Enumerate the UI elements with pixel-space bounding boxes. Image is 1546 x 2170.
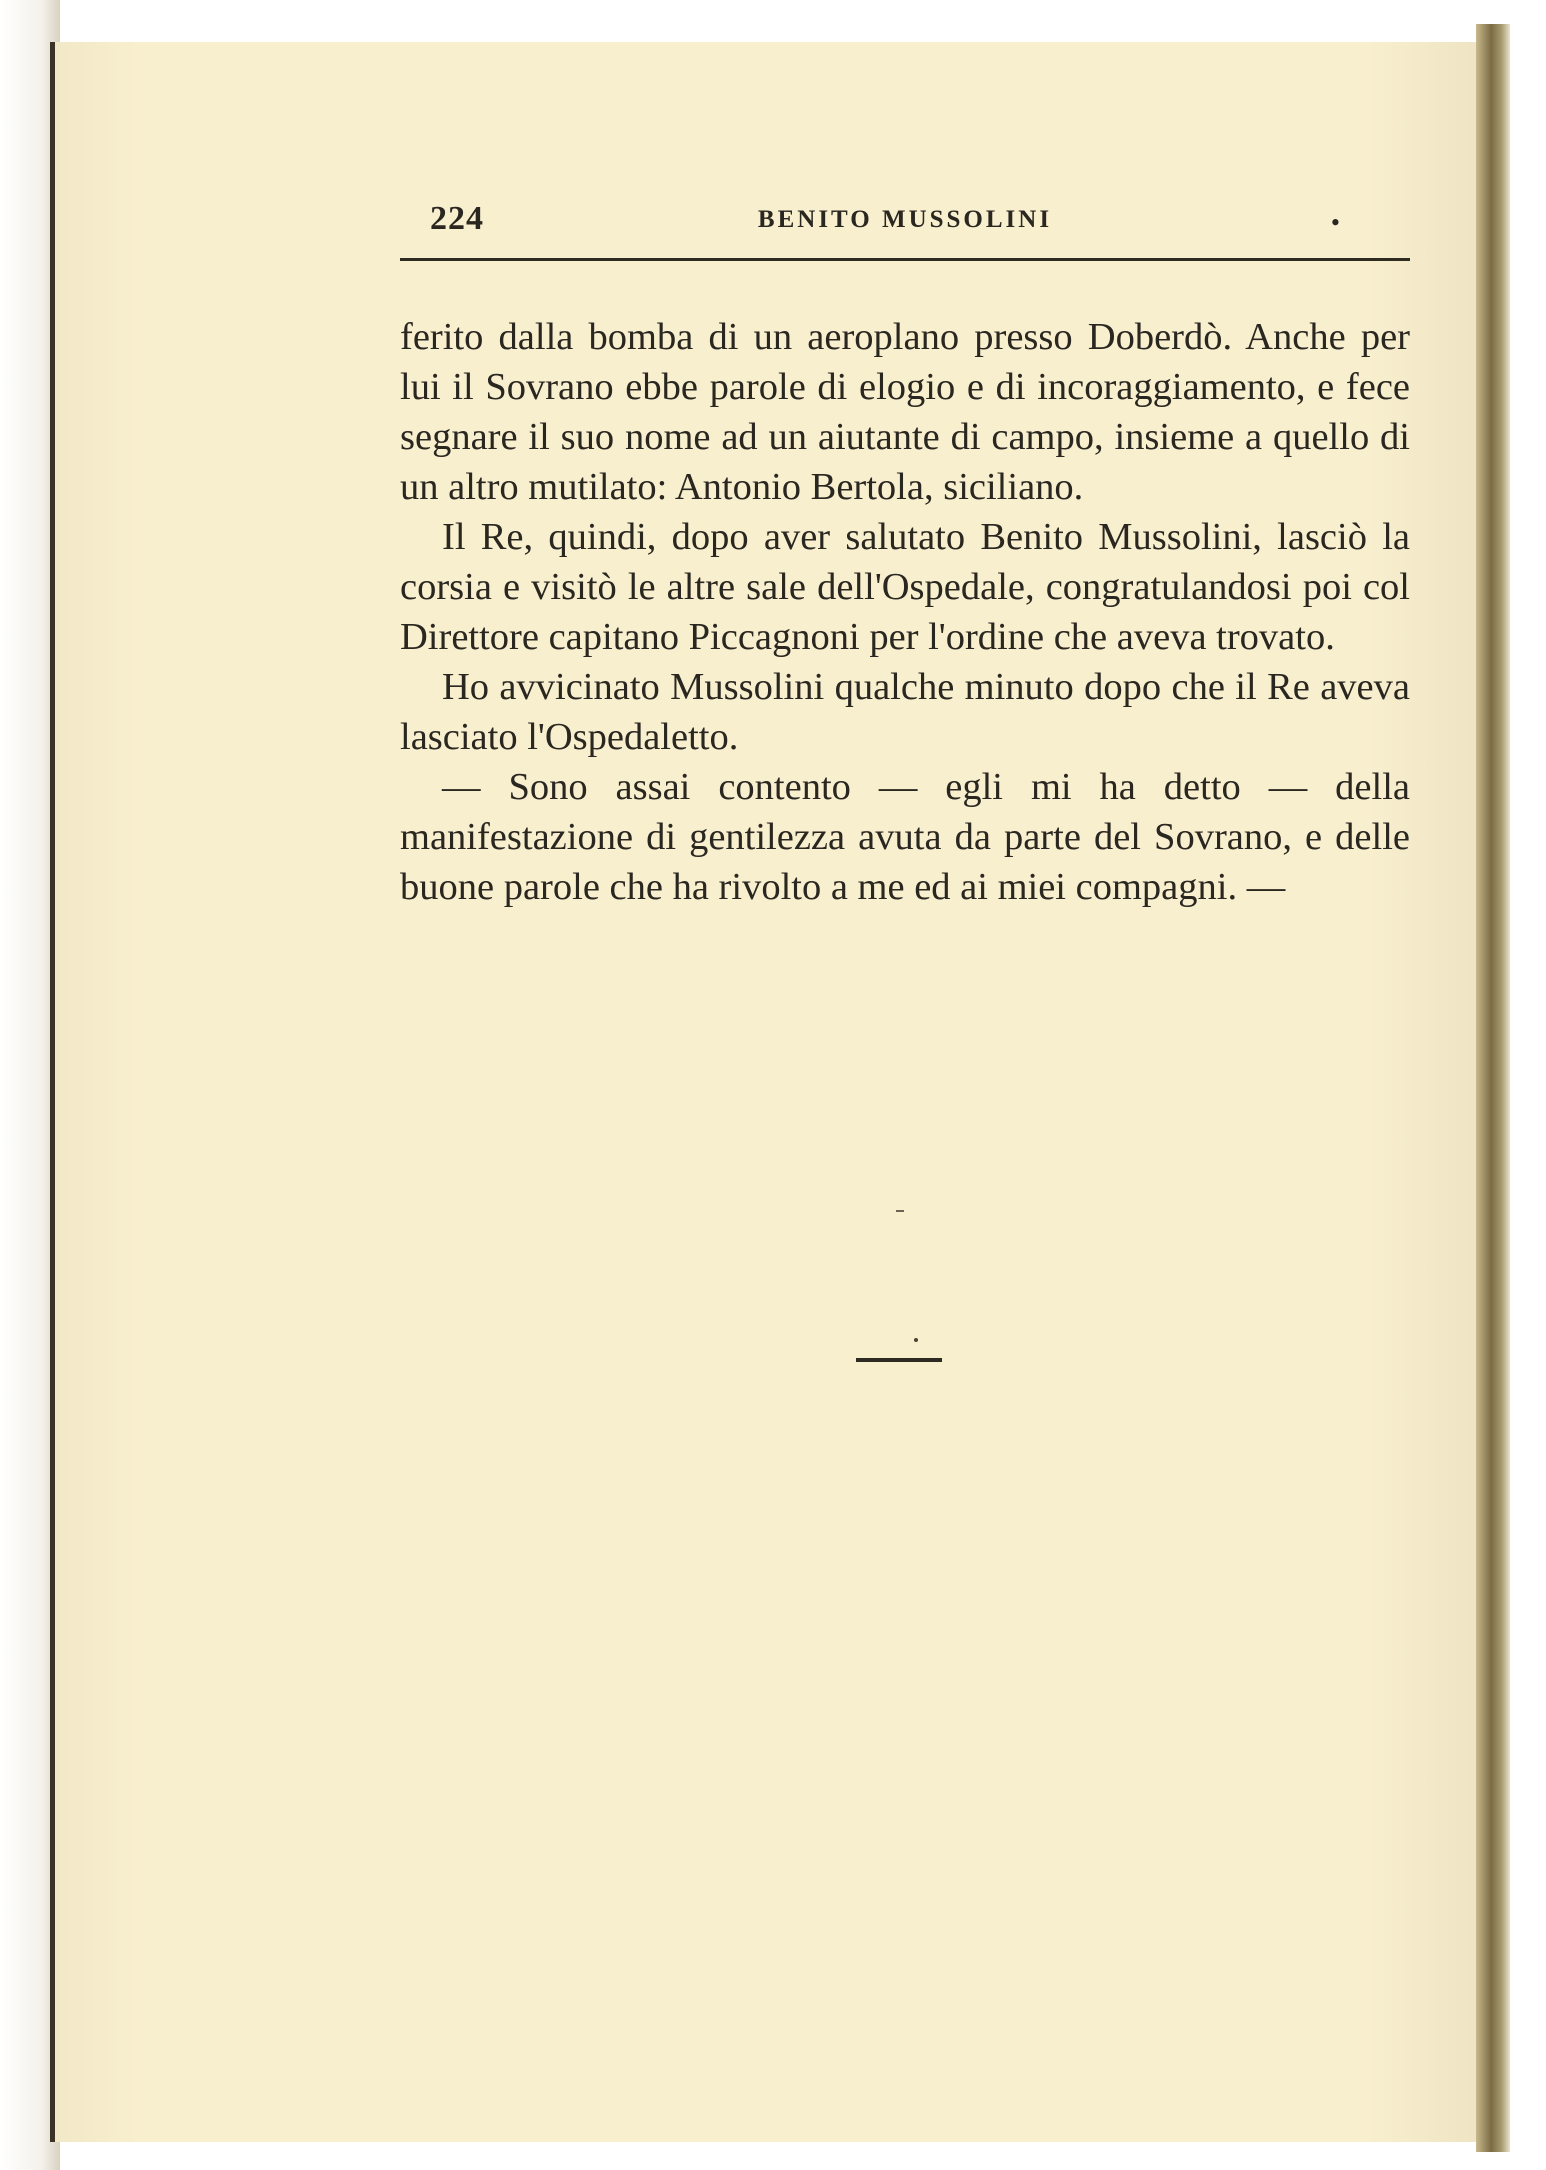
paragraph: Ho avvicinato Mussolini qualche minuto dopo che il Re aveva lasciato l'Ospedaletto. bbox=[400, 666, 1410, 758]
header-dot: • bbox=[1330, 208, 1340, 237]
page-number: 224 bbox=[430, 200, 484, 237]
decorative-mark bbox=[896, 1210, 904, 1212]
running-title: BENITO MUSSOLINI bbox=[757, 206, 1053, 233]
book-spine bbox=[1476, 24, 1510, 2152]
paragraph: Il Re, quindi, dopo aver salutato Benito Mussolini, lasciò la corsia e visitò le altre sale dell'Ospedale, congratulandosi poi col Direttore capitano Piccagnoni per l'ordine che aveva trovato. bbox=[400, 516, 1410, 658]
body-text bbox=[400, 312, 1410, 912]
running-header bbox=[400, 200, 1410, 256]
page-left-edge bbox=[50, 42, 55, 2142]
end-rule-dot bbox=[914, 1338, 918, 1342]
end-of-chapter-rule bbox=[856, 1358, 942, 1362]
paragraph: — Sono assai contento — egli mi ha detto — della manifestazione di gentilezza avuta da parte del Sovrano, e delle buone parole che ha rivolto a me ed ai miei compagni. — bbox=[400, 766, 1410, 908]
paragraph: ferito dalla bomba di un aeroplano presso Doberdò. Anche per lui il Sovrano ebbe parole di elogio e di incoraggiamento, e fece segnare il suo nome ad un aiutante di campo, insieme a quello di un altro mutilato: Antonio Bertola, siciliano. bbox=[400, 316, 1410, 508]
header-rule bbox=[400, 258, 1410, 261]
